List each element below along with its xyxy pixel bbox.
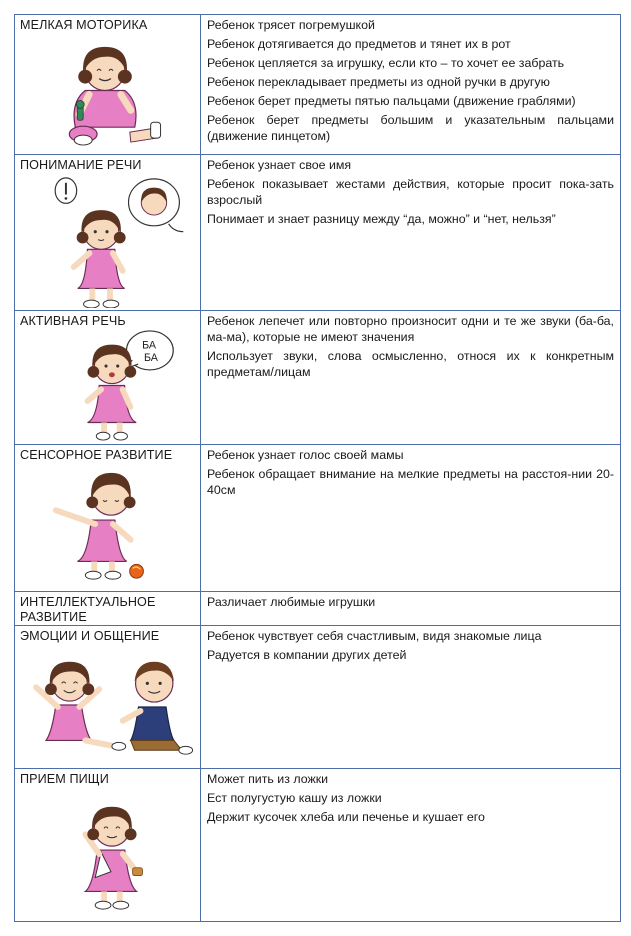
bubble-text: БА <box>144 352 158 365</box>
list-item: Ребенок берет предметы пятью пальцами (движение граблями) <box>207 94 576 108</box>
category-cell <box>15 445 201 592</box>
list-item: Ребенок показывает жестами действия, которые просит пока-зать взрослый <box>207 177 614 207</box>
girl-listening-illustration <box>15 173 200 308</box>
category-cell <box>15 311 201 445</box>
category-title: МЕЛКАЯ МОТОРИКА <box>20 18 148 32</box>
list-item: Ребенок лепечет или повторно произносит одни и те же звуки (ба-ба, ма-ма), которые не имеют значения <box>207 314 614 344</box>
table-row <box>15 15 621 155</box>
category-title: АКТИВНАЯ РЕЧЬ <box>20 314 126 328</box>
skills-list <box>201 769 620 828</box>
category-title: ПРИЕМ ПИЩИ <box>20 772 109 786</box>
bubble-text: БА <box>142 339 157 352</box>
items-cell <box>201 445 621 592</box>
category-title: ЭМОЦИИ И ОБЩЕНИЕ <box>20 629 160 643</box>
list-item: Ребенок берет предметы большим и указательным пальцами (движение пинцетом) <box>207 113 614 143</box>
list-item: Ребенок трясет погремушкой <box>207 18 375 32</box>
skills-list <box>201 445 620 501</box>
category-title: СЕНСОРНОЕ РАЗВИТИЕ <box>20 448 173 462</box>
items-cell <box>201 155 621 311</box>
table-row <box>15 626 621 769</box>
girl-looking-at-ball-illustration <box>15 463 200 589</box>
category-title: ИНТЕЛЛЕКТУАЛЬНОЕ РАЗВИТИЕ <box>20 595 156 624</box>
list-item: Держит кусочек хлеба или печенье и кушает его <box>207 810 485 824</box>
list-item: Ребенок цепляется за игрушку, если кто – то хочет ее забрать <box>207 56 565 70</box>
items-cell <box>201 626 621 769</box>
table-row <box>15 769 621 922</box>
table-row <box>15 445 621 592</box>
girl-eating-illustration <box>15 787 200 919</box>
list-item: Использует звуки, слова осмысленно, относя их к конкретным предметам/лицам <box>207 349 614 379</box>
table-row <box>15 311 621 445</box>
list-item: Ребенок дотягивается до предметов и тянет их в рот <box>207 37 511 51</box>
items-cell <box>201 769 621 922</box>
category-cell <box>15 15 201 155</box>
items-cell <box>201 15 621 155</box>
table-row <box>15 592 621 626</box>
list-item: Ребенок обращает внимание на мелкие предметы на расстоя-нии 20-40см <box>207 467 614 497</box>
skills-list <box>201 17 620 144</box>
list-item: Ребенок перекладывает предметы из одной ручки в другую <box>207 75 550 89</box>
list-item: Ребенок узнает свое имя <box>207 158 352 172</box>
skills-list <box>201 626 620 666</box>
list-item: Ребенок чувствует себя счастливым, видя знакомые лица <box>207 629 542 643</box>
category-title: ПОНИМАНИЕ РЕЧИ <box>20 158 142 172</box>
development-table <box>14 14 621 922</box>
skills-list <box>201 311 620 383</box>
skills-list <box>201 592 620 613</box>
skills-list <box>201 155 620 230</box>
category-cell <box>15 626 201 769</box>
category-cell <box>15 769 201 922</box>
girl-sitting-with-rattle-illustration <box>15 33 200 152</box>
table-row <box>15 155 621 311</box>
items-cell <box>201 311 621 445</box>
list-item: Радуется в компании других детей <box>207 648 407 662</box>
category-cell <box>15 155 201 311</box>
list-item: Ребенок узнает голос своей мамы <box>207 448 404 462</box>
list-item: Различает любимые игрушки <box>207 595 376 609</box>
list-item: Ест полугустую кашу из ложки <box>207 791 382 805</box>
list-item: Понимает и знает разницу между “да, можно” и “нет, нельзя” <box>207 212 556 226</box>
items-cell <box>201 592 621 626</box>
children-playing-together-illustration <box>15 644 200 766</box>
category-cell <box>15 592 201 626</box>
girl-babbling-illustration <box>15 329 200 442</box>
list-item: Может пить из ложки <box>207 772 329 786</box>
